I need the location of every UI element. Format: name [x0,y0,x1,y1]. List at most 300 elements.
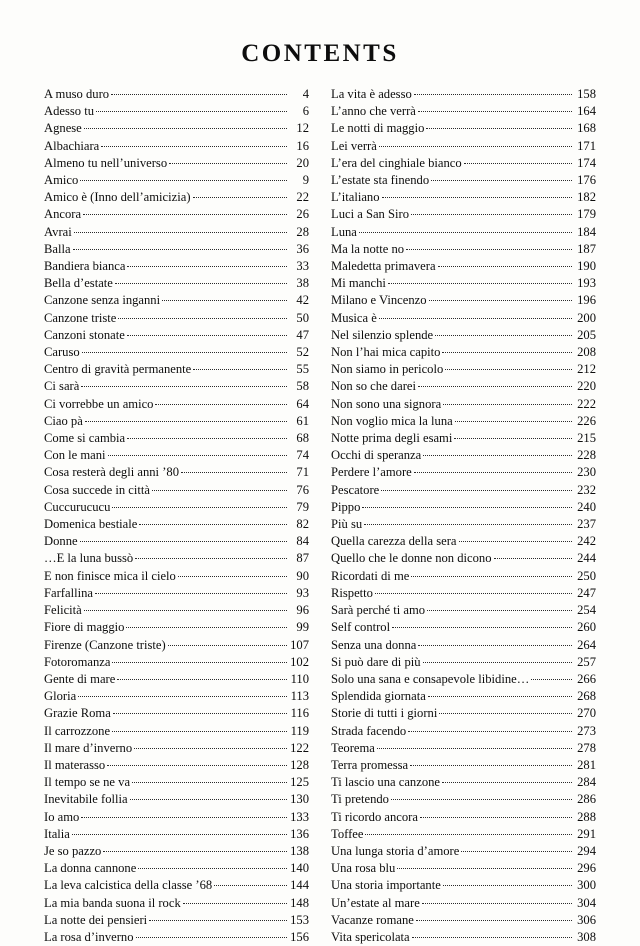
toc-entry-title: Lei verrà [331,138,377,153]
leader-dots [84,120,287,132]
toc-entry-title: Je so pazzo [44,843,102,858]
toc-entry-page: 182 [577,190,596,205]
toc-entry[interactable] [331,705,596,722]
toc-entry[interactable] [331,585,596,602]
leader-dots [455,413,572,425]
toc-entry-page: 247 [577,585,596,600]
toc-entry-title: Ci vorrebbe un amico [44,396,154,411]
toc-entry-page: 102 [290,654,309,669]
toc-entry[interactable] [44,172,309,189]
toc-entry[interactable] [44,723,309,740]
toc-entry[interactable] [44,464,309,481]
toc-entry-page: 242 [577,534,596,549]
toc-entry[interactable] [44,912,309,929]
leader-dots [416,912,572,924]
toc-entry-page: 270 [577,706,596,721]
toc-entry-title: Mi manchi [331,276,386,291]
toc-entry-title: Occhi di speranza [331,448,422,463]
toc-entry[interactable] [331,774,596,791]
toc-entry[interactable] [44,396,309,413]
toc-entry-title: Il carrozzone [44,723,111,738]
toc-entry-page: 230 [577,465,596,480]
toc-entry[interactable] [44,877,309,894]
toc-entry[interactable] [331,327,596,344]
toc-entry-page: 38 [296,276,309,291]
toc-entry-page: 244 [577,551,596,566]
toc-entry-title: Gloria [44,689,77,704]
toc-entry-page: 153 [290,912,309,927]
toc-entry-title: Ci sarà [44,379,80,394]
leader-dots [392,619,572,631]
leader-dots [442,774,572,786]
toc-entry-title: Storie di tutti i giorni [331,706,438,721]
toc-entry-page: 254 [577,603,596,618]
leader-dots [377,740,572,752]
toc-entry-page: 304 [577,895,596,910]
toc-entry[interactable] [331,568,596,585]
leader-dots [101,138,287,150]
toc-entry[interactable] [331,447,596,464]
toc-entry[interactable] [331,172,596,189]
toc-entry[interactable] [44,585,309,602]
toc-entry-title: Grazie Roma [44,706,111,721]
toc-entry-title: Firenze (Canzone triste) [44,637,166,652]
toc-entry-page: 26 [296,207,309,222]
toc-entry-title: Milano e Vincenzo [331,293,427,308]
toc-entry-page: 96 [296,603,309,618]
toc-entry-title: Teorema [331,740,375,755]
leader-dots [193,361,287,373]
toc-entry-title: Si può dare di più [331,654,421,669]
toc-entry-title: Bandiera bianca [44,259,126,274]
toc-entry[interactable] [331,757,596,774]
leader-dots [379,138,572,150]
leader-dots [454,430,572,442]
leader-dots [107,757,287,769]
toc-entry-page: 22 [296,190,309,205]
toc-entry[interactable] [44,378,309,395]
toc-entry[interactable] [44,671,309,688]
toc-entry-page: 237 [577,517,596,532]
toc-entry-title: Ti ricordo ancora [331,809,418,824]
toc-entry[interactable] [44,292,309,309]
toc-entry-page: 222 [577,396,596,411]
toc-entry[interactable] [44,860,309,877]
leader-dots [127,258,287,270]
toc-entry-page: 306 [577,912,596,927]
leader-dots [112,723,287,735]
toc-entry[interactable] [331,809,596,826]
toc-entry[interactable] [331,310,596,327]
toc-entry[interactable] [44,344,309,361]
leader-dots [408,723,572,735]
leader-dots [132,774,287,786]
toc-entry[interactable] [44,654,309,671]
toc-entry-title: Vita spericolata [331,929,410,944]
toc-entry-title: Un’estate al mare [331,895,420,910]
toc-entry-title: Io amo [44,809,80,824]
toc-entry[interactable] [331,602,596,619]
toc-entry-title: Ti lascio una canzone [331,775,441,790]
toc-entry[interactable] [44,241,309,258]
toc-entry-title: Cosa resterà degli anni ’80 [44,465,179,480]
toc-entry[interactable] [331,396,596,413]
toc-entry[interactable] [44,224,309,241]
toc-entry-title: A muso duro [44,87,110,101]
toc-entry-title: Non l’hai mica capito [331,345,441,360]
toc-entry[interactable] [44,430,309,447]
leader-dots [445,361,572,373]
toc-entry-title: Una lunga storia d’amore [331,843,460,858]
toc-entry-title: L’italiano [331,190,380,205]
leader-dots [149,912,287,924]
toc-entry[interactable] [331,516,596,533]
toc-entry-page: 20 [296,155,309,170]
toc-entry-title: Bella d’estate [44,276,113,291]
toc-entry-title: Rispetto [331,585,373,600]
toc-entry-title: Domenica bestiale [44,517,138,532]
leader-dots [178,568,287,580]
toc-entry-page: 176 [577,173,596,188]
toc-entry-page: 240 [577,499,596,514]
toc-entry[interactable] [44,705,309,722]
toc-entry[interactable] [331,654,596,671]
toc-entry-title: Ricordati di me [331,568,410,583]
toc-entry[interactable] [44,826,309,843]
toc-entry-title: Ancora [44,207,82,222]
toc-entry-title: Ma la notte no [331,241,405,256]
toc-entry[interactable] [44,138,309,155]
toc-entry[interactable] [331,688,596,705]
leader-dots [78,688,287,700]
toc-entry[interactable] [44,275,309,292]
toc-entry-page: 174 [577,155,596,170]
leader-dots [115,275,287,287]
toc-entry[interactable] [331,224,596,241]
toc-entry-title: Solo una sana e consapevole libidine… [331,671,530,686]
toc-entry[interactable] [331,619,596,636]
toc-entry-title: Splendida giornata [331,689,426,704]
leader-dots [391,791,572,803]
toc-entry-page: 300 [577,878,596,893]
toc-entry[interactable] [331,550,596,567]
toc-entry[interactable] [44,809,309,826]
leader-dots [138,860,287,872]
toc-entry[interactable] [44,189,309,206]
toc-entry[interactable] [44,327,309,344]
toc-entry-page: 164 [577,104,596,119]
toc-entry-title: Non so che darei [331,379,416,394]
leader-dots [96,103,287,115]
toc-entry-title: Agnese [44,121,82,136]
toc-entry[interactable] [331,791,596,808]
toc-entry-title: L’estate sta finendo [331,173,430,188]
leader-dots [418,103,572,115]
toc-entry-page: 130 [290,792,309,807]
leader-dots [162,292,287,304]
toc-entry[interactable] [44,688,309,705]
toc-entry-page: 158 [577,87,596,101]
toc-entry-title: Felicità [44,603,82,618]
toc-entry-page: 296 [577,861,596,876]
toc-entry-page: 184 [577,224,596,239]
toc-entry[interactable] [44,568,309,585]
toc-entry-page: 12 [296,121,309,136]
toc-entry-page: 171 [577,138,596,153]
toc-entry[interactable] [44,103,309,120]
leader-dots [193,189,287,201]
toc-entry[interactable] [44,619,309,636]
toc-entry[interactable] [44,757,309,774]
page-title: CONTENTS [241,40,399,67]
leader-dots [84,602,287,614]
leader-dots [168,637,287,649]
leader-dots [381,482,572,494]
toc-entry[interactable] [44,155,309,172]
toc-entry-title: Pescatore [331,482,380,497]
toc-entry-title: Strada facendo [331,723,407,738]
leader-dots [375,585,572,597]
toc-entry-title: Farfallina [44,585,93,600]
leader-dots [111,86,287,98]
toc-entry[interactable] [331,671,596,688]
toc-entry[interactable] [44,516,309,533]
toc-entry-title: Ciao pà [44,413,83,428]
toc-entry[interactable] [331,189,596,206]
leader-dots [95,585,287,597]
toc-entry[interactable] [44,258,309,275]
toc-entry[interactable] [331,860,596,877]
toc-entry-page: 36 [296,241,309,256]
leader-dots [152,482,287,494]
toc-entry[interactable] [331,413,596,430]
toc-entry-title: La rosa d’inverno [44,929,134,944]
toc-entry[interactable] [44,206,309,223]
toc-entry[interactable] [44,929,309,946]
leader-dots [443,396,572,408]
leader-dots [494,550,572,562]
leader-dots [169,155,287,167]
leader-dots [443,877,572,889]
toc-entry-page: 294 [577,843,596,858]
toc-entry[interactable] [44,86,309,103]
toc-entry[interactable] [331,877,596,894]
leader-dots [117,671,287,683]
toc-entry-page: 288 [577,809,596,824]
toc-entry[interactable] [331,155,596,172]
toc-entry-page: 6 [302,104,309,119]
toc-entry-page: 71 [296,465,309,480]
toc-entry[interactable] [331,258,596,275]
leader-dots [531,671,572,683]
toc-entry[interactable] [44,740,309,757]
leader-dots [406,241,572,253]
toc-entry-page: 74 [296,448,309,463]
toc-entry[interactable] [44,637,309,654]
toc-entry-page: 144 [290,878,309,893]
toc-entry-title: Più su [331,517,363,532]
toc-entry[interactable] [44,361,309,378]
leader-dots [81,809,287,821]
toc-entry-title: Il materasso [44,757,106,772]
toc-entry-title: Quella carezza della sera [331,534,457,549]
toc-entry-page: 268 [577,689,596,704]
toc-entry-title: Vacanze romane [331,912,414,927]
leader-dots [127,327,287,339]
toc-entry[interactable] [44,447,309,464]
toc-entry[interactable] [44,602,309,619]
toc-entry[interactable] [331,843,596,860]
toc-entry-page: 266 [577,671,596,686]
toc-entry-page: 52 [296,345,309,360]
toc-entry-title: Terra promessa [331,757,409,772]
toc-entry[interactable] [331,895,596,912]
toc-entry[interactable] [44,774,309,791]
toc-entry[interactable] [331,430,596,447]
leader-dots [183,895,287,907]
leader-dots [82,344,287,356]
toc-entry-title: Gente di mare [44,671,116,686]
toc-entry[interactable] [44,550,309,567]
toc-entry-title: Musica è [331,310,377,325]
toc-entry[interactable] [44,413,309,430]
toc-entry-page: 205 [577,327,596,342]
toc-entry[interactable] [331,723,596,740]
toc-entry-title: La mia banda suona il rock [44,895,181,910]
leader-dots [382,189,573,201]
toc-entry[interactable] [44,482,309,499]
toc-entry-title: Canzone senza inganni [44,293,161,308]
toc-entry[interactable] [44,499,309,516]
left-column [44,86,309,946]
toc-entry-title: Inevitabile follia [44,792,128,807]
leader-dots [81,378,287,390]
leader-dots [397,860,572,872]
toc-entry[interactable] [331,292,596,309]
toc-entry[interactable] [44,120,309,137]
leader-dots [135,550,287,562]
toc-entry-title: Nel silenzio splende [331,327,434,342]
toc-entry[interactable] [331,138,596,155]
toc-entry-page: 116 [290,706,309,721]
toc-entry-page: 257 [577,654,596,669]
toc-entry[interactable] [331,241,596,258]
leader-dots [438,258,572,270]
toc-entry-title: Non voglio mica la luna [331,413,453,428]
toc-entry-page: 187 [577,241,596,256]
toc-entry[interactable] [331,86,596,103]
toc-entry-page: 113 [290,689,309,704]
toc-entry-page: 50 [296,310,309,325]
leader-dots [411,206,572,218]
toc-entry-page: 28 [296,224,309,239]
toc-entry-page: 125 [290,775,309,790]
toc-entry-page: 99 [296,620,309,635]
toc-entry-title: Luna [331,224,357,239]
toc-entry[interactable] [44,310,309,327]
leader-dots [80,172,287,184]
leader-dots [464,155,572,167]
toc-entry-title: Balla [44,241,71,256]
toc-entry[interactable] [331,912,596,929]
leader-dots [74,224,287,236]
toc-entry-page: 42 [296,293,309,308]
toc-entry[interactable] [331,533,596,550]
leader-dots [414,464,572,476]
toc-entry[interactable] [331,499,596,516]
toc-entry[interactable] [331,482,596,499]
toc-entry-title: Fiore di maggio [44,620,125,635]
toc-entry-title: Non siamo in pericolo [331,362,444,377]
toc-entry[interactable] [44,791,309,808]
toc-entry-title: L’era del cinghiale bianco [331,155,462,170]
toc-entry[interactable] [44,895,309,912]
leader-dots [461,843,572,855]
toc-entry-title: Cuccurucucu [44,499,111,514]
toc-entry[interactable] [331,275,596,292]
toc-entry-page: 281 [577,757,596,772]
toc-entry[interactable] [331,344,596,361]
toc-entry-title: Pippo [331,499,361,514]
toc-entry[interactable] [331,120,596,137]
toc-entry[interactable] [331,378,596,395]
toc-entry-page: 87 [296,551,309,566]
leader-dots [411,568,572,580]
toc-entry-title: Canzoni stonate [44,327,125,342]
toc-entry[interactable] [331,361,596,378]
toc-entry-title: Le notti di maggio [331,121,425,136]
toc-entry-title: Self control [331,620,391,635]
toc-entry-title: La donna cannone [44,861,137,876]
leader-dots [108,447,287,459]
toc-entry-page: 278 [577,740,596,755]
toc-entry-page: 140 [290,861,309,876]
toc-entry-title: Il mare d’inverno [44,740,133,755]
toc-entry[interactable] [331,206,596,223]
leader-dots [435,327,572,339]
toc-entry-title: Amico [44,173,79,188]
toc-entry-title: Non sono una signora [331,396,442,411]
toc-entry[interactable] [331,103,596,120]
toc-entry[interactable] [331,637,596,654]
toc-entry[interactable] [331,929,596,946]
toc-entry-page: 68 [296,431,309,446]
leader-dots [130,791,287,803]
toc-entry-page: 220 [577,379,596,394]
toc-entry[interactable] [331,826,596,843]
toc-entry-page: 110 [290,671,309,686]
leader-dots [439,705,572,717]
toc-entry-page: 148 [290,895,309,910]
toc-entry[interactable] [44,843,309,860]
toc-entry[interactable] [44,533,309,550]
leader-dots [414,86,572,98]
toc-entry-title: Cosa succede in città [44,482,150,497]
toc-list-right [331,86,596,946]
toc-entry[interactable] [331,464,596,481]
toc-entry[interactable] [331,740,596,757]
leader-dots [427,602,572,614]
leader-dots [459,533,573,545]
toc-entry-page: 273 [577,723,596,738]
toc-entry-title: Una storia importante [331,878,441,893]
toc-entry-page: 138 [290,843,309,858]
toc-entry-title: Luci a San Siro [331,207,409,222]
toc-entry-title: Una rosa blu [331,861,396,876]
leader-dots [359,224,572,236]
toc-entry-page: 208 [577,345,596,360]
toc-entry-page: 133 [290,809,309,824]
